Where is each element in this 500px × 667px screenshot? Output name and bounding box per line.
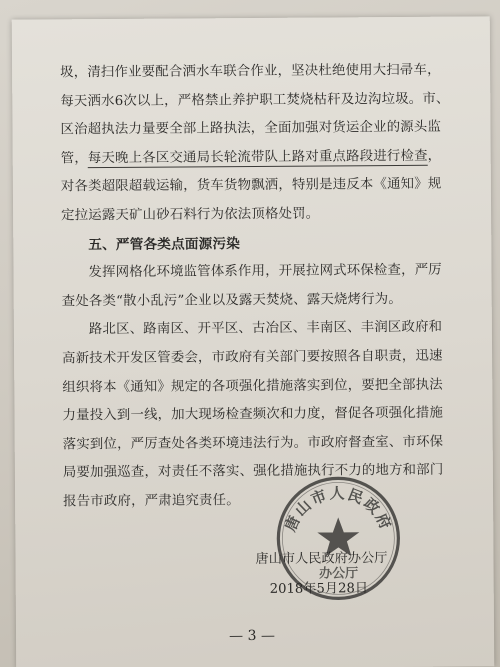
text-line: 区治超执法力量要全部上路执法，全面加强对货运企业的源头监 — [60, 119, 442, 138]
text-line-underlined — [61, 142, 461, 173]
text-line: 对各类超限超载运输，货车货物飘洒，特别是违反本《通知》规 — [60, 177, 442, 195]
text-line: 发挥网格化环境监管体系作用，开展拉网式环保检查，严厉 — [88, 262, 442, 281]
text-line: 落实到位，严厉查处各类环境违法行为。市政府督查室、市环保 — [62, 434, 444, 453]
svg-text:唐山市人民政府: 唐山市人民政府 — [281, 484, 396, 535]
text-line: 高新技术开发区管委会，市政府有关部门要按照各自职责，迅速 — [62, 348, 443, 367]
text-line: 查处各类“散小乱污”企业以及露天焚烧、露天烧烤行为。 — [61, 291, 403, 310]
document-page — [12, 16, 495, 667]
text-line: 局要加强巡查，对责任不落实、强化措施执行不力的地方和部门 — [62, 462, 444, 481]
text-line: 力量投入到一线，加大现场检查频次和力度，督促各项强化措施 — [62, 405, 444, 424]
text-fragment: ， — [427, 148, 442, 164]
issuer-signature: 唐山市人民政府办公厅 — [255, 551, 388, 567]
text-fragment: 管， — [60, 150, 88, 167]
text-line: 组织将本《通知》规定的各项强化措施落实到位，要把全部执法 — [62, 377, 443, 395]
text-line: 报告市政府，严肃追究责任。 — [63, 493, 240, 510]
underlined-text: 每天晚上各区交通局长轮流带队上路对重点路段进行检查 — [87, 148, 428, 166]
text-line: 路北区、路南区、开平区、古冶区、丰南区、丰润区政府和 — [88, 320, 443, 338]
page-number: — 3 — — [229, 627, 276, 645]
svg-text:办公厅: 办公厅 — [319, 566, 359, 582]
issue-date: 2018年5月28日 — [269, 581, 369, 597]
text-line: 定拉运露天矿山砂石料行为依法顶格处罚。 — [61, 206, 320, 224]
text-line: 圾，清扫作业要配合洒水车联合作业，坚决杜绝使用大扫帚车， — [60, 62, 441, 81]
section-heading: 五、严管各类点面源污染 — [88, 235, 241, 253]
document-body — [60, 57, 463, 517]
text-line: 每天洒水6次以上，严格禁止养护职工焚烧枯秆及边沟垃圾。市、 — [60, 91, 450, 109]
